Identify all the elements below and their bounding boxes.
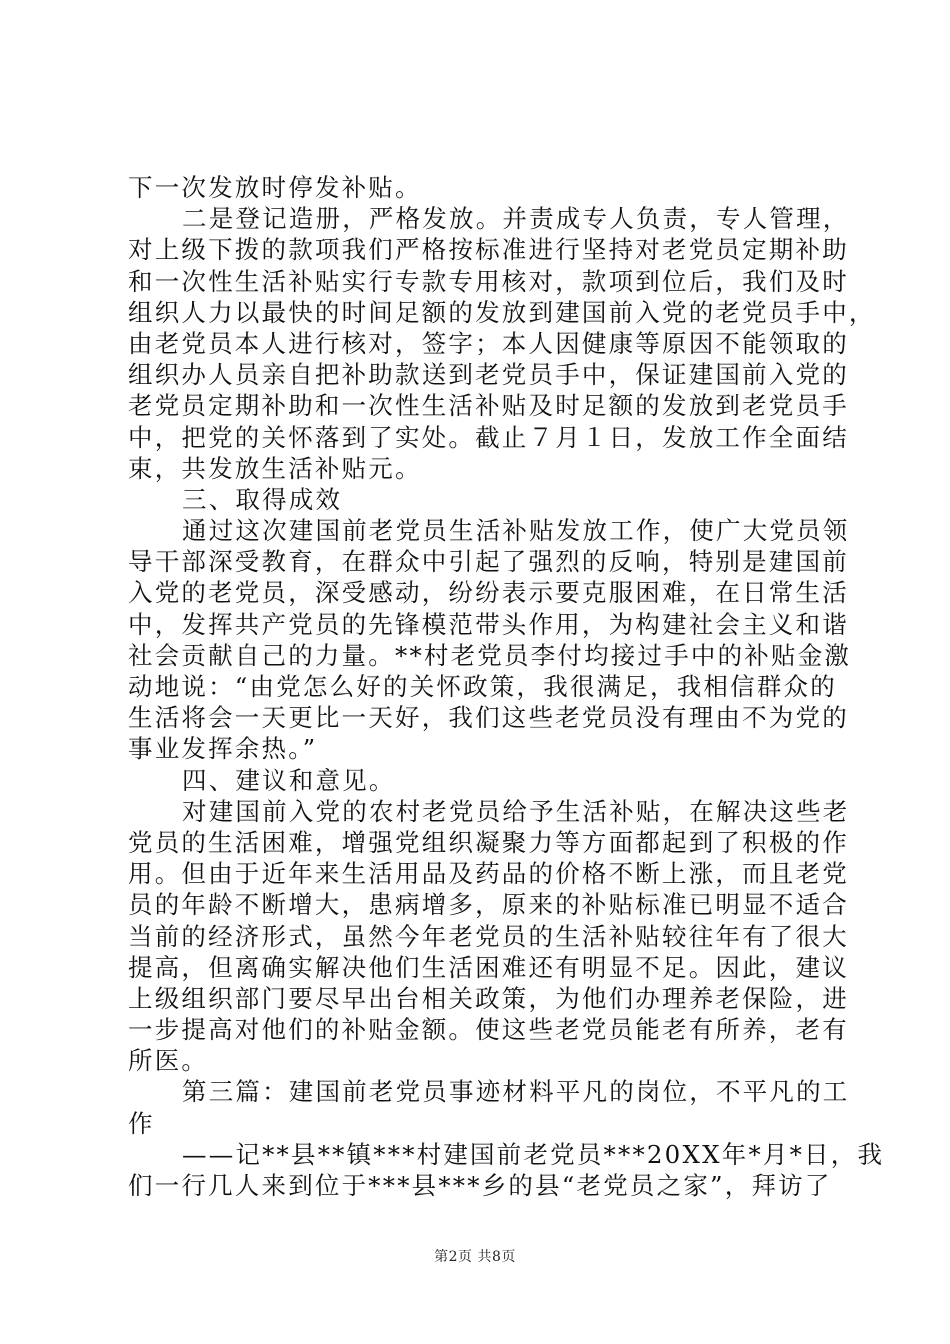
text-line: 上级组织部门要尽早出台相关政策，为他们办理养老保险，进 xyxy=(128,983,849,1013)
text-line: 动地说：“由党怎么好的关怀政策，我很满足，我相信群众的 xyxy=(128,672,837,701)
text-line: 通过这次建国前老党员生活补贴发放工作，使广大党员领 xyxy=(182,516,850,546)
text-line: 对建国前入党的农村老党员给予生活补贴，在解决这些老 xyxy=(182,796,850,826)
text-line: 党员的生活困难，增强党组织凝聚力等方面都起到了积极的作 xyxy=(128,827,849,857)
text-line: ——记**县**镇***村建国前老党员***20XX年*月*日，我 xyxy=(182,1139,885,1169)
text-line: 员的年龄不断增大，患病增多，原来的补贴标准已明显不适合 xyxy=(128,890,849,920)
text-line: 四、建议和意见。 xyxy=(182,765,396,795)
text-line: 组织办人员亲自把补助款送到老党员手中，保证建国前入党的 xyxy=(128,360,849,390)
text-line: 们一行几人来到位于***县***乡的县“老党员之家”，拜访了 xyxy=(128,1171,832,1200)
document-body xyxy=(128,172,885,1201)
text-line: 提高，但离确实解决他们生活困难还有明显不足。因此，建议 xyxy=(128,952,849,982)
text-line: 老党员定期补助和一次性生活补贴及时足额的发放到老党员手 xyxy=(128,391,849,421)
text-line: 一步提高对他们的补贴金额。使这些老党员能老有所养，老有 xyxy=(128,1015,849,1045)
text-line: 二是登记造册，严格发放。并责成专人负责，专人管理， xyxy=(182,204,850,234)
text-line: 第三篇：建国前老党员事迹材料平凡的岗位，不平凡的工 xyxy=(182,1077,850,1107)
text-line: 导干部深受教育，在群众中引起了强烈的反响，特别是建国前 xyxy=(128,547,849,577)
text-line: 对上级下拨的款项我们严格按标准进行坚持对老党员定期补助 xyxy=(128,235,849,265)
text-line: 当前的经济形式，虽然今年老党员的生活补贴较往年有了很大 xyxy=(128,921,849,951)
page-footer: 第2页 共8页 xyxy=(434,1249,516,1265)
text-line: 束，共发放生活补贴元。 xyxy=(128,453,422,483)
text-line: 由老党员本人进行核对，签字；本人因健康等原因不能领取的 xyxy=(128,328,849,358)
text-line: 作 xyxy=(128,1108,155,1138)
text-line: 组织人力以最快的时间足额的发放到建国前入党的老党员手中， xyxy=(128,297,876,327)
text-line: 所医。 xyxy=(128,1046,209,1076)
text-line: 中，发挥共产党员的先锋模范带头作用，为构建社会主义和谐 xyxy=(128,609,849,639)
text-line: 社会贡献自己的力量。**村老党员李付均接过手中的补贴金激 xyxy=(128,640,852,670)
text-line: 下一次发放时停发补贴。 xyxy=(128,173,422,202)
text-line: 用。但由于近年来生活用品及药品的价格不断上涨，而且老党 xyxy=(128,859,849,889)
text-line: 事业发挥余热。” xyxy=(128,734,318,764)
text-line: 和一次性生活补贴实行专款专用核对，款项到位后，我们及时 xyxy=(128,266,849,296)
text-line: 生活将会一天更比一天好，我们这些老党员没有理由不为党的 xyxy=(128,703,849,733)
text-line: 入党的老党员，深受感动，纷纷表示要克服困难，在日常生活 xyxy=(128,578,849,608)
text-line: 三、取得成效 xyxy=(182,484,343,514)
text-line: 中，把党的关怀落到了实处。截止７月１日，发放工作全面结 xyxy=(128,422,849,452)
